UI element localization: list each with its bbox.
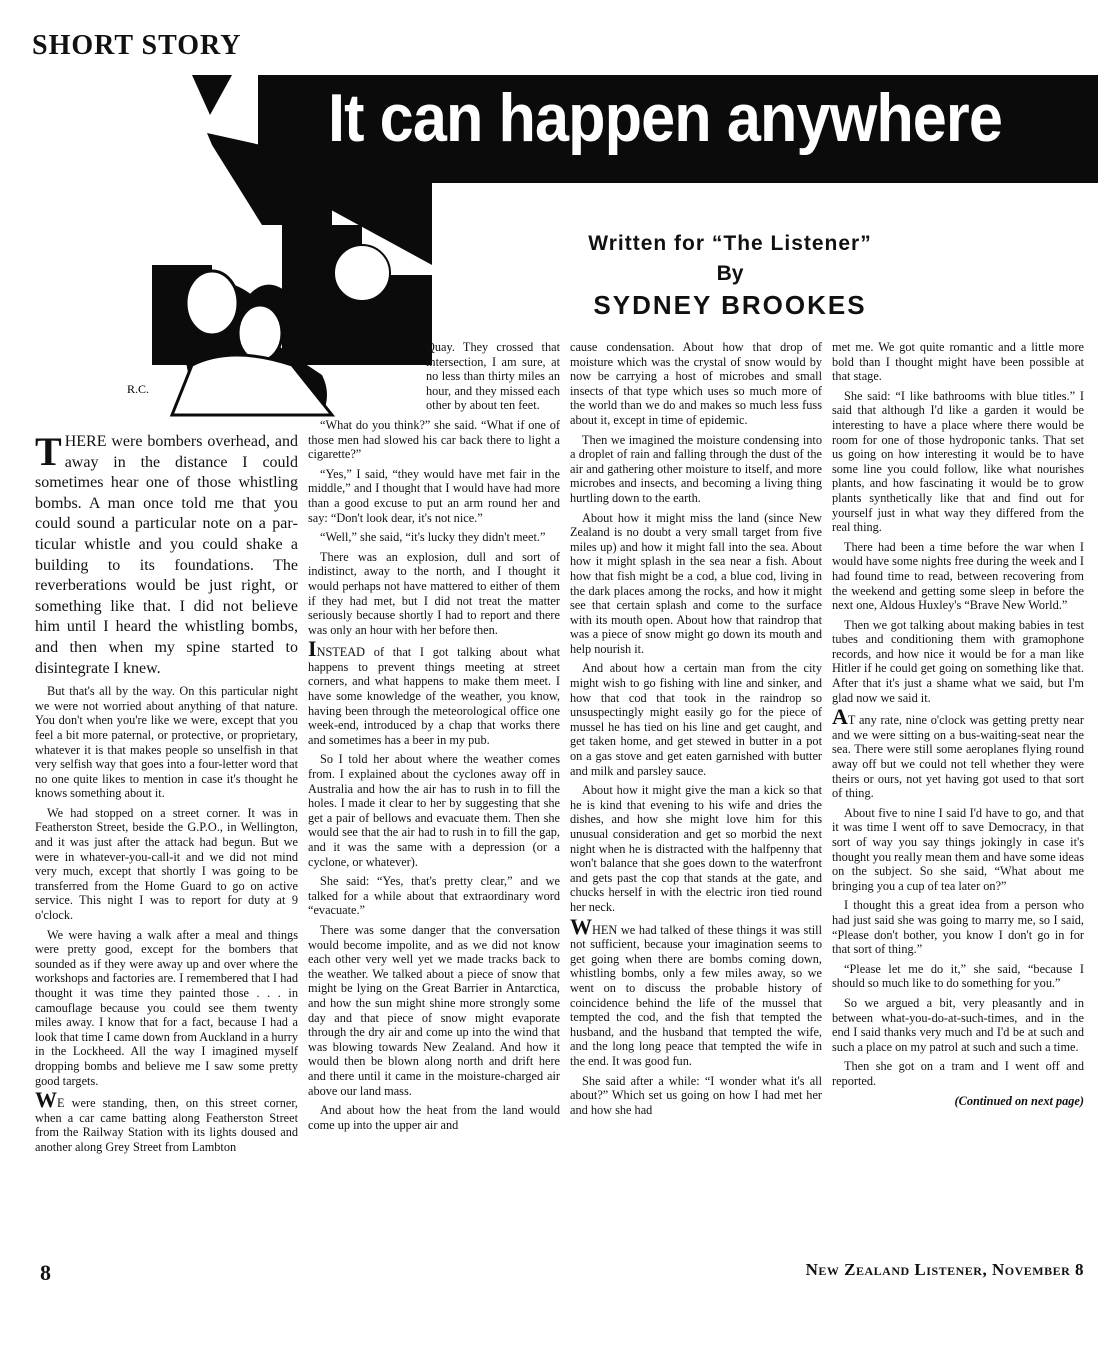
initial-letter: W xyxy=(570,913,592,939)
paragraph: Then we imagined the moisture condensing into a droplet of rain and falling through the dust of the air and gathering other moisture to itself, and more microbes and insects, and becoming a living thing hurtling down to the earth. xyxy=(570,432,822,505)
paragraph: “Please let me do it,” she said, “because I should so much like to do something for you.” xyxy=(832,961,1084,991)
paragraph: Then we got talking about making babies in test tubes and conditioning them with gramophone records, and how nice it would be for a man like Hitler if he could get going on something like that. After that it's just a shame what we said, but I'm glad now we said it. xyxy=(832,617,1084,705)
author-name: SYDNEY BROOKES xyxy=(593,290,867,320)
paragraph xyxy=(308,636,560,747)
paragraph xyxy=(35,1087,298,1154)
column-3 xyxy=(570,340,822,1122)
column-2 xyxy=(308,340,560,1137)
byline xyxy=(570,232,890,321)
paragraph: “What do you think?” she said. “What if one of those men had slowed his car back there to light a cigarette?” xyxy=(308,417,560,462)
paragraph: There was some danger that the conversation would become impolite, and as we did not know each other very well yet we made tracks back to the weather. We talked about a piece of snow that might be lying on the Great Barrier in Antarctica, and how the sun might shine more strongly some day and that piece of snow might evaporate through the dry air and come up into the wind that was blowing towards New Zealand. And how it would then be blown along north and drift here and there until it came in the moisture-charged air above our land mass. xyxy=(308,922,560,1098)
publication-footer: New Zealand Listener, November 8 xyxy=(805,1260,1084,1279)
paragraph-text: E were standing, then, on this street corner, when a car came batting along Featherston Street from the Railway Station with its lights doused and another along Grey Street from Lambton xyxy=(35,1096,298,1154)
paragraph: “Yes,” I said, “they would have met fair in the middle,” and I thought that I would have had more than a good excuse to put an arm round her and say: “Don't look dear, it's not nice.” xyxy=(308,466,560,525)
paragraph: About five to nine I said I'd have to go, and that it was time I went off to save Democracy, in that sort of way you say things jokingly in case it's thought you really mean them and have some ideas on the subject. So she said, “What about me bringing you a cup of tea later on?” xyxy=(832,805,1085,893)
paragraph-text: HEN we had talked of these things it was still not sufficient, because your imagination seems to get going when there are bombs coming down, whistling bombs, only a few miles away, so we went on to discuss the probable history of coincidence behind the life of the mussel that tempted the cod, and the fish that tempted the husband, and the husband that tempted the wife, and the long long peace that tempted the wife in the end. It was good fun. xyxy=(570,922,822,1068)
lead-paragraph xyxy=(35,429,298,679)
drop-cap: T xyxy=(35,429,62,474)
paragraph: There was an explosion, dull and sort of indistinct, away to the north, and I thought it would perhaps not have mattered to either of them if they had met, but I did not treat the matter seriously because shortly I had to report and there was only an hour with her before then. xyxy=(308,549,560,637)
paragraph: There had been a time before the war when I would have some nights free during the week and I had found time to read, between recovering from the weekend and getting some sleep in before the next one, Aldous Huxley's “Brave New World.” xyxy=(832,539,1084,613)
lead-text: HERE were bombers overhead, and away in the distance I could sometimes hear one of those whistling bombs. A man once told me that you could sound a particular note on a particular whistle and you could shake a building to its foundations. The reverberations would be just right, or something like that. I did not believe him until I heard the whistling bombs, and then when my spine started to disintegrate I knew. xyxy=(35,433,298,677)
initial-letter: A xyxy=(832,704,848,730)
story-title: It can happen anywhere xyxy=(328,80,1003,156)
initial-letter: W xyxy=(35,1087,57,1113)
continued-note: (Continued on next page) xyxy=(954,1093,1084,1108)
paragraph: “Well,” she said, “it's lucky they didn't meet.” xyxy=(320,530,546,545)
section-label: SHORT STORY xyxy=(32,30,242,61)
paragraph: About how it might give the man a kick so that he is kind that evening to his wife and dries the dishes, and how she might love him for this unusual consideration and get so morbid the next night when he is distracted with the halfpenny that won't balance that she goes down to the waterfront and gets past the cop that stands at the gate, and chucks herself in with the electric iron tied round her neck. xyxy=(570,783,822,914)
paragraph: We had stopped on a street corner. It was in Featherston Street, beside the G.P.O., in Wellington, and it was just after the attack had begun. But we were in whatever-you-call-it and we did not mind very much, except that shortly I was going to be transferred from the Home Guard to go on active service. This night I was to report for duty at 9 o'clock. xyxy=(35,805,298,923)
paragraph: Quay. They crossed that intersection, I am sure, at no less than thirty miles an hour, and they missed each other by about ten feet. xyxy=(426,340,560,413)
paragraph: About how it might miss the land (since New Zealand is no doubt a very small target from five miles up) and how it might fall into the sea. About how it might splash in the sea near a fish. About how that fish might be a cod, a blue cod, living in the dark places among the rocks, and how it might see that certain splash and come to the surface with its mouth open. About how that raindrop that was a piece of snow might go down its mouth and help nourish it. xyxy=(570,510,822,656)
paragraph: Then she got on a tram and I went off and reported. xyxy=(832,1059,1084,1088)
paragraph: met me. We got quite romantic and a little more bold than I thought might have been possible at that stage. xyxy=(832,340,1084,384)
paragraph: She said: “Yes, that's pretty clear,” and we talked for a while about that extraordinary word “evacuate.” xyxy=(308,874,560,918)
column-1 xyxy=(35,429,298,1160)
written-for: Written for “The Listener” xyxy=(588,232,872,255)
paragraph: I thought this a great idea from a person who had just said she was going to marry me, so I said, “Please don't bother, you know I don't go in for that sort of thing.” xyxy=(832,898,1084,957)
paragraph: cause condensation. About how that drop of moisture which was the crystal of snow would by now be carrying a host of microbes and small insects of that type which uses so much more of the world than we do and makes so much less fuss about it, except in time of epidemic. xyxy=(570,340,822,427)
page-number: 8 xyxy=(40,1260,51,1285)
paragraph: We were having a walk after a meal and things were pretty good, except for the bombers that sounded as if they were away up and over where the workshops and factories are. I remembered that I had thought it was time they painted those . . . in camouflage because you could see them twenty miles away. I know that for a fact, because I had a look that time I came down from Auckland in a hurry in the Lockheed. All the way I imagined myself dropping bombs and believe me I saw some pretty good targets. xyxy=(35,927,298,1088)
initial-letter: I xyxy=(308,636,317,662)
paragraph: But that's all by the way. On this particular night we were not worried about anything of that nature. You don't when you're like we were, except that you feel a bit more paternal, or protective, or proprietary, whatever it is that makes people so unselfish in that very selfish way that goes into a four-letter word that no one quite likes to mention in case it's thought he knows something about it. xyxy=(35,684,298,801)
paragraph: And about how the heat from the land would come up into the upper air and xyxy=(308,1103,560,1132)
paragraph: She said after a while: “I wonder what it's all about?” Which set us going on how I had met her and how she had xyxy=(570,1073,822,1117)
artist-initials: R.C. xyxy=(127,382,150,396)
byline-by: By xyxy=(716,262,744,285)
column-4 xyxy=(832,340,1084,1113)
paragraph xyxy=(832,704,1084,801)
paragraph-text: NSTEAD of that I got talking about what happens to prevent things meeting at street corners, and what happens to make them meet. I have some knowledge of the weather, you know, having been through the meteorological office one week-end, introduced by a chap that works there and sometimes has a beer in my pub. xyxy=(308,645,560,747)
paragraph: She said: “I like bathrooms with blue titles.” I said that although I'd like a garden it would be interesting to have a place where there would be room for one of those hydroponic tanks. That set us going on how interesting it would be to have some line you could follow, like what nourishes plants, and how fascinating it would be to grow plants synthetically like that and find out for yourself just in what way they differed from the real thing. xyxy=(832,388,1084,535)
paragraph-text: T any rate, nine o'clock was getting pretty near and we were sitting on a bus-waiting-seat near the sea. There were still some aeroplanes flying round away off but we could not tell whether they were theirs or ours, not yet having got used to that sort of thing. xyxy=(832,713,1084,801)
paragraph: And about how a certain man from the city might wish to go fishing with line and sinker, and how that cod that took in the raindrop so unsuspectingly might easily go for the piece of mussel he has tied on his line and get caught, and get taken home, and get stewed in butter in a pot on a gas stove and get eaten garnished with butter and milk and parsley sauce. xyxy=(570,661,822,778)
paragraph: So I told her about where the weather comes from. I explained about the cyclones away off in Australia and how the air has to rush in to fill the holes. I made it clear to her by suggesting that she get a pair of bellows and evacuate them. Then she would see that the air had to rush in to fill the gap, and it was the same with a depression (or a cyclone, or whatever). xyxy=(308,752,560,869)
paragraph: So we argued a bit, very pleasantly and in between what-you-do-at-such-times, and in the end I said thanks very much and I'd be at such and such a place on my patrol at such and such a time. xyxy=(832,995,1084,1054)
paragraph xyxy=(570,913,822,1069)
